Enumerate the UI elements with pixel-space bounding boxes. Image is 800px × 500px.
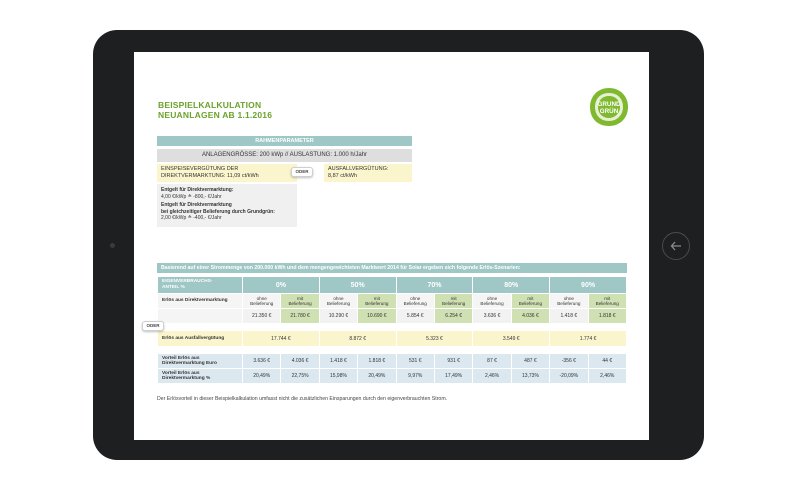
ohne-text: ohne — [256, 295, 267, 301]
table-row — [158, 294, 626, 308]
rahmen-header: RAHMENPARAMETER — [157, 136, 412, 146]
einspeise-line-1: EINSPEISEVERGÜTUNG DER — [161, 166, 239, 172]
logo-text-2: GRÜN — [599, 108, 619, 115]
back-arrow-icon — [670, 240, 682, 252]
spacer-cell — [158, 324, 626, 330]
percent-header: 50% — [320, 277, 396, 293]
value-cell: 1.418 € — [550, 309, 587, 323]
value-cell: 2,46% — [473, 369, 510, 383]
mit-header — [281, 294, 318, 308]
value-cell: 22,75% — [281, 369, 318, 383]
belieferung-text: Belieferung — [326, 301, 351, 306]
ohne-text: ohne — [410, 295, 421, 301]
belieferung-text: Belieferung — [595, 301, 619, 306]
value-cell: 20,49% — [243, 369, 280, 383]
percent-header: 90% — [550, 277, 626, 293]
value-cell: 15,98% — [320, 369, 357, 383]
value-cell: 10.290 € — [320, 309, 357, 323]
basis-header: Basierend auf einer Strommenge von 200.000 kWh und dem mengengewichteten Marktwert 2014 für Solar ergeben sich folgende Erlös-Szenarien: — [157, 263, 627, 273]
dv-value: 4,00 €/kWp ≙ -800,- €/Jahr — [161, 193, 222, 200]
value-cell: -356 € — [550, 354, 587, 368]
value-cell: 17.744 € — [243, 331, 319, 346]
direktvermarktung-box — [157, 184, 297, 227]
table-row — [158, 369, 626, 383]
anteil-label-1: EIGENVERBRAUCHS- — [162, 279, 213, 284]
ohne-header — [473, 294, 510, 308]
value-cell: 13,73% — [512, 369, 549, 383]
document-screen — [134, 52, 649, 440]
dvb-title-2: bei gleichzeitiger Belieferung durch Grundgrün: — [161, 208, 275, 215]
vorteil-pct-label — [158, 369, 242, 383]
ohne-header — [397, 294, 434, 308]
mit-header — [358, 294, 395, 308]
value-cell: -20,09% — [550, 369, 587, 383]
value-cell: 1.818 € — [358, 354, 395, 368]
vorteil-euro-label-2: Direktvermarktung Euro — [162, 361, 217, 366]
vorteil-pct-label-2: Direktvermarktung % — [162, 376, 211, 381]
value-cell: 21.780 € — [281, 309, 318, 323]
value-cell: 931 € — [435, 354, 472, 368]
value-cell: 6.254 € — [435, 309, 472, 323]
value-cell: 44 € — [589, 354, 626, 368]
vorteil-euro-label — [158, 354, 242, 368]
value-cell: 8.872 € — [320, 331, 396, 346]
ausfall-line-2: 8,87 ct/kWh — [328, 173, 358, 179]
mit-header — [589, 294, 626, 308]
dvb-value: 2,00 €/kWp ≙ -400,- €/Jahr — [161, 215, 222, 221]
value-cell: 1.818 € — [589, 309, 626, 323]
belieferung-text: Belieferung — [403, 301, 427, 306]
value-cell: 1.774 € — [550, 331, 626, 346]
title-line-2: NEUANLAGEN AB 1.1.2016 — [158, 110, 273, 120]
belieferung-text: Belieferung — [557, 301, 581, 306]
table-row — [158, 309, 626, 323]
belieferung-text: Belieferung — [518, 301, 543, 306]
value-cell: 531 € — [397, 354, 434, 368]
oder-badge: ODER — [291, 167, 313, 177]
dv-title: Entgelt für Direktvermarktung: — [161, 187, 234, 193]
percent-header: 70% — [397, 277, 473, 293]
spacer-row — [158, 347, 626, 353]
spacer-cell — [158, 347, 626, 353]
anteil-label-2: ANTEIL % — [162, 285, 185, 290]
value-cell: 1.418 € — [320, 354, 357, 368]
ohne-text: ohne — [486, 295, 498, 301]
value-cell: 4.036 € — [281, 354, 318, 368]
value-cell: 20,49% — [358, 369, 395, 383]
footnote: Der Erlösvorteil in dieser Beispielkalkulation umfasst nicht die zusätzlichen Einsparungen durch den eigenverbrauchten Strom. — [157, 396, 448, 402]
camera-dot — [110, 243, 115, 248]
grundgruen-logo — [589, 87, 629, 127]
mit-text: mit — [604, 295, 611, 301]
title-line-1: BEISPIELKALKULATION — [158, 100, 262, 110]
value-cell: 487 € — [512, 354, 549, 368]
home-button[interactable] — [662, 232, 690, 260]
table-row — [158, 277, 626, 293]
belieferung-text: Belieferung — [288, 301, 312, 306]
spacer-row — [158, 324, 626, 330]
mit-text: mit — [297, 295, 304, 301]
belieferung-text: Belieferung — [365, 301, 389, 306]
mit-header — [435, 294, 472, 308]
einspeise-box — [157, 164, 297, 182]
value-cell: 5.323 € — [397, 331, 473, 346]
value-cell: 5.854 € — [397, 309, 434, 323]
ohne-text: ohne — [563, 295, 574, 301]
belieferung-text: Belieferung — [442, 301, 466, 306]
scenario-table — [157, 276, 627, 384]
value-cell: 2,46% — [589, 369, 626, 383]
anteil-label — [158, 277, 242, 293]
table-row — [158, 354, 626, 368]
page-title — [158, 100, 272, 120]
mit-text: mit — [527, 295, 534, 301]
ohne-header — [550, 294, 587, 308]
value-cell: 9,97% — [397, 369, 434, 383]
value-cell: 10.690 € — [358, 309, 395, 323]
value-cell: 4.036 € — [512, 309, 549, 323]
value-cell: 87 € — [473, 354, 510, 368]
einspeise-line-2: DIREKTVERMARKTUNG: 11,09 ct/kWh — [161, 173, 259, 179]
anlagen-parameter: ANLAGENGRÖSSE: 200 kWp // AUSLASTUNG: 1.000 h/Jahr — [157, 149, 412, 162]
value-cell: 17,49% — [435, 369, 472, 383]
percent-header: 80% — [473, 277, 549, 293]
belieferung-text: Belieferung — [480, 301, 504, 306]
erloes-dv-label: Erlös aus Direktvermarktung — [158, 294, 242, 308]
dvb-title-1: Entgelt für Direktvermarktung — [161, 202, 232, 208]
vorteil-euro-label-1: Vorteil Erlös aus — [162, 356, 200, 361]
oder-badge: ODER — [142, 321, 164, 331]
ausfall-box — [324, 164, 412, 182]
erloes-av-label: Erlös aus Ausfallvergütung — [158, 331, 242, 346]
vorteil-pct-label-1: Vorteil Erlös aus — [162, 371, 200, 376]
value-cell: 21.350 € — [243, 309, 280, 323]
percent-header: 0% — [243, 277, 319, 293]
ausfall-line-1: AUSFALLVERGÜTUNG: — [328, 166, 389, 172]
ohne-header — [320, 294, 357, 308]
logo-text-1: GRUND — [597, 101, 621, 108]
empty-cell — [158, 309, 242, 323]
value-cell: 3.636 € — [243, 354, 280, 368]
table-row — [158, 331, 626, 346]
mit-text: mit — [450, 295, 457, 301]
mit-text: mit — [373, 295, 380, 301]
belieferung-text: Belieferung — [250, 301, 274, 306]
value-cell: 3.636 € — [473, 309, 510, 323]
value-cell: 3.549 € — [473, 331, 549, 346]
ohne-text: ohne — [333, 295, 344, 301]
mit-header — [512, 294, 549, 308]
ohne-header — [243, 294, 280, 308]
